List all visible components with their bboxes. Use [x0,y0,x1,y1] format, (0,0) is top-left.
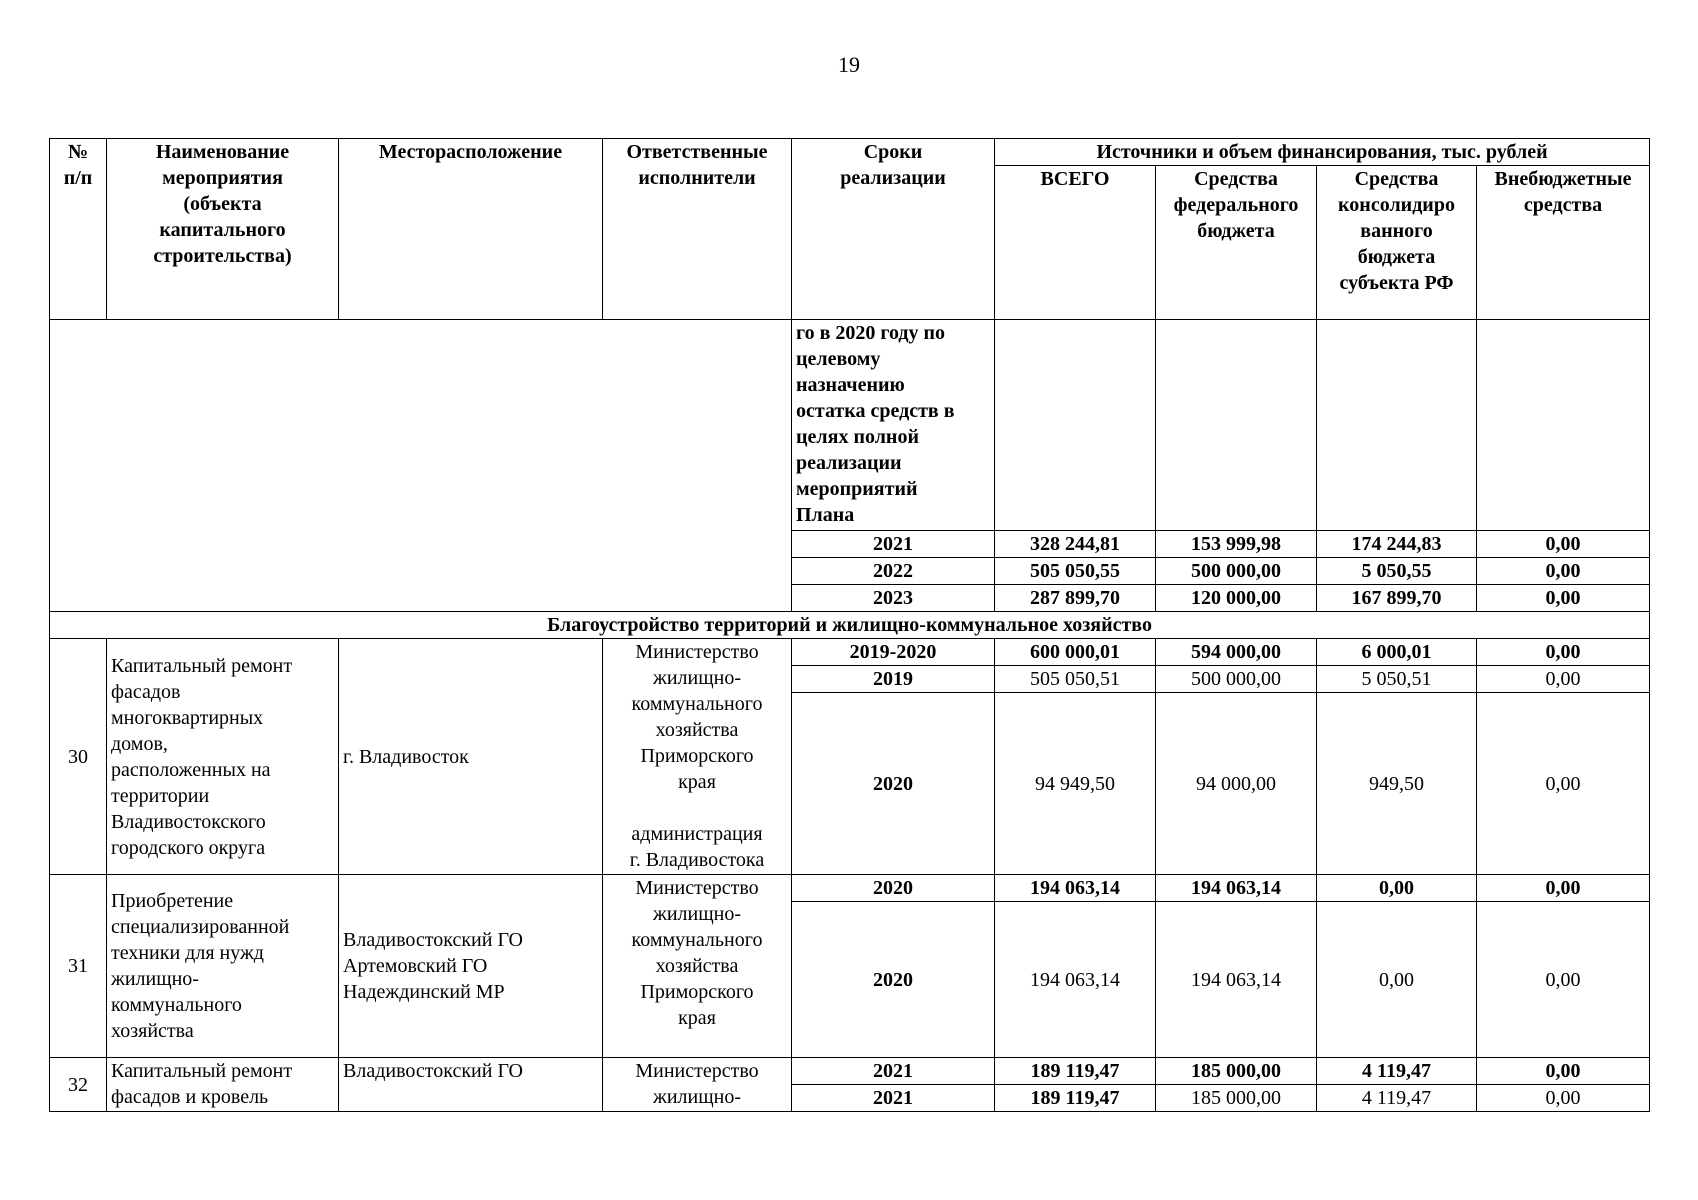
federal-cell: 94 000,00 [1156,693,1317,875]
year-cell: 2019 [792,666,995,693]
header-name: Наименование мероприятия (объекта капитального строительства) [107,139,339,320]
consolidated-cell: 949,50 [1317,693,1477,875]
item-location: Владивостокский ГО [339,1058,603,1112]
consolidated-cell: 167 899,70 [1317,585,1477,612]
consolidated-cell: 5 050,51 [1317,666,1477,693]
table-row [50,639,1650,666]
extra-cell: 0,00 [1477,666,1650,693]
consolidated-cell: 0,00 [1317,902,1477,1058]
item-location: Владивостокский ГО Артемовский ГО Надеждинский МР [339,875,603,1058]
year-cell: 2021 [792,531,995,558]
total-cell: 505 050,51 [995,666,1156,693]
total-cell: 287 899,70 [995,585,1156,612]
item-location: г. Владивосток [339,639,603,875]
item-num: 32 [50,1058,107,1112]
continuation-empty-federal [1156,320,1317,531]
year-cell: 2020 [792,875,995,902]
header-federal: Средства федерального бюджета [1156,166,1317,320]
item-responsible: Министерство жилищно- [603,1058,792,1112]
extra-cell: 0,00 [1477,902,1650,1058]
financing-table [49,138,1650,1112]
section-row [50,612,1650,639]
item-name: Приобретение специализированной техники для нужд жилищно- коммунального хозяйства [107,875,339,1058]
federal-cell: 500 000,00 [1156,666,1317,693]
continuation-row [50,320,1650,531]
header-num: № п/п [50,139,107,320]
extra-cell: 0,00 [1477,531,1650,558]
consolidated-cell: 174 244,83 [1317,531,1477,558]
header-period: Сроки реализации [792,139,995,320]
header-funding-group: Источники и объем финансирования, тыс. рублей [995,139,1650,166]
total-cell: 194 063,14 [995,875,1156,902]
federal-cell: 185 000,00 [1156,1058,1317,1085]
item-num: 30 [50,639,107,875]
continuation-empty-extra [1477,320,1650,531]
item-name: Капитальный ремонт фасадов и кровель [107,1058,339,1112]
item-name: Капитальный ремонт фасадов многоквартирных домов, расположенных на территории Владивостокского городского округа [107,639,339,875]
table-row [50,875,1650,902]
page-number: 19 [838,52,860,77]
consolidated-cell: 5 050,55 [1317,558,1477,585]
extra-cell: 0,00 [1477,1085,1650,1112]
federal-cell: 153 999,98 [1156,531,1317,558]
consolidated-cell: 4 119,47 [1317,1085,1477,1112]
total-cell: 94 949,50 [995,693,1156,875]
extra-cell: 0,00 [1477,693,1650,875]
item-responsible: Министерство жилищно- коммунального хозяйства Приморского края [603,875,792,1058]
federal-cell: 500 000,00 [1156,558,1317,585]
year-cell: 2021 [792,1085,995,1112]
year-cell: 2020 [792,902,995,1058]
federal-cell: 194 063,14 [1156,875,1317,902]
continuation-text: го в 2020 году по целевому назначению остатка средств в целях полной реализации мероприятий Плана [792,320,995,531]
extra-cell: 0,00 [1477,585,1650,612]
consolidated-cell: 0,00 [1317,875,1477,902]
total-cell: 505 050,55 [995,558,1156,585]
year-cell: 2022 [792,558,995,585]
header-extra: Внебюджетные средства [1477,166,1650,320]
continuation-empty [50,320,792,612]
item-responsible: Министерство жилищно- коммунального хозяйства Приморского края администрация г. Владивостока [603,639,792,875]
total-cell: 600 000,01 [995,639,1156,666]
continuation-empty-consolidated [1317,320,1477,531]
header-consolidated: Средства консолидиро ванного бюджета субъекта РФ [1317,166,1477,320]
year-cell: 2023 [792,585,995,612]
consolidated-cell: 4 119,47 [1317,1058,1477,1085]
total-cell: 328 244,81 [995,531,1156,558]
total-cell: 194 063,14 [995,902,1156,1058]
header-total: ВСЕГО [995,166,1156,320]
federal-cell: 120 000,00 [1156,585,1317,612]
extra-cell: 0,00 [1477,1058,1650,1085]
federal-cell: 194 063,14 [1156,902,1317,1058]
year-cell: 2019-2020 [792,639,995,666]
federal-cell: 594 000,00 [1156,639,1317,666]
extra-cell: 0,00 [1477,875,1650,902]
header-location: Месторасположение [339,139,603,320]
item-num: 31 [50,875,107,1058]
table-row [50,1058,1650,1085]
total-cell: 189 119,47 [995,1085,1156,1112]
section-title: Благоустройство территорий и жилищно-коммунальное хозяйство [50,612,1650,639]
header-row-1 [50,139,1650,166]
year-cell: 2020 [792,693,995,875]
extra-cell: 0,00 [1477,558,1650,585]
continuation-empty-total [995,320,1156,531]
year-cell: 2021 [792,1058,995,1085]
consolidated-cell: 6 000,01 [1317,639,1477,666]
federal-cell: 185 000,00 [1156,1085,1317,1112]
total-cell: 189 119,47 [995,1058,1156,1085]
extra-cell: 0,00 [1477,639,1650,666]
header-responsible: Ответственные исполнители [603,139,792,320]
